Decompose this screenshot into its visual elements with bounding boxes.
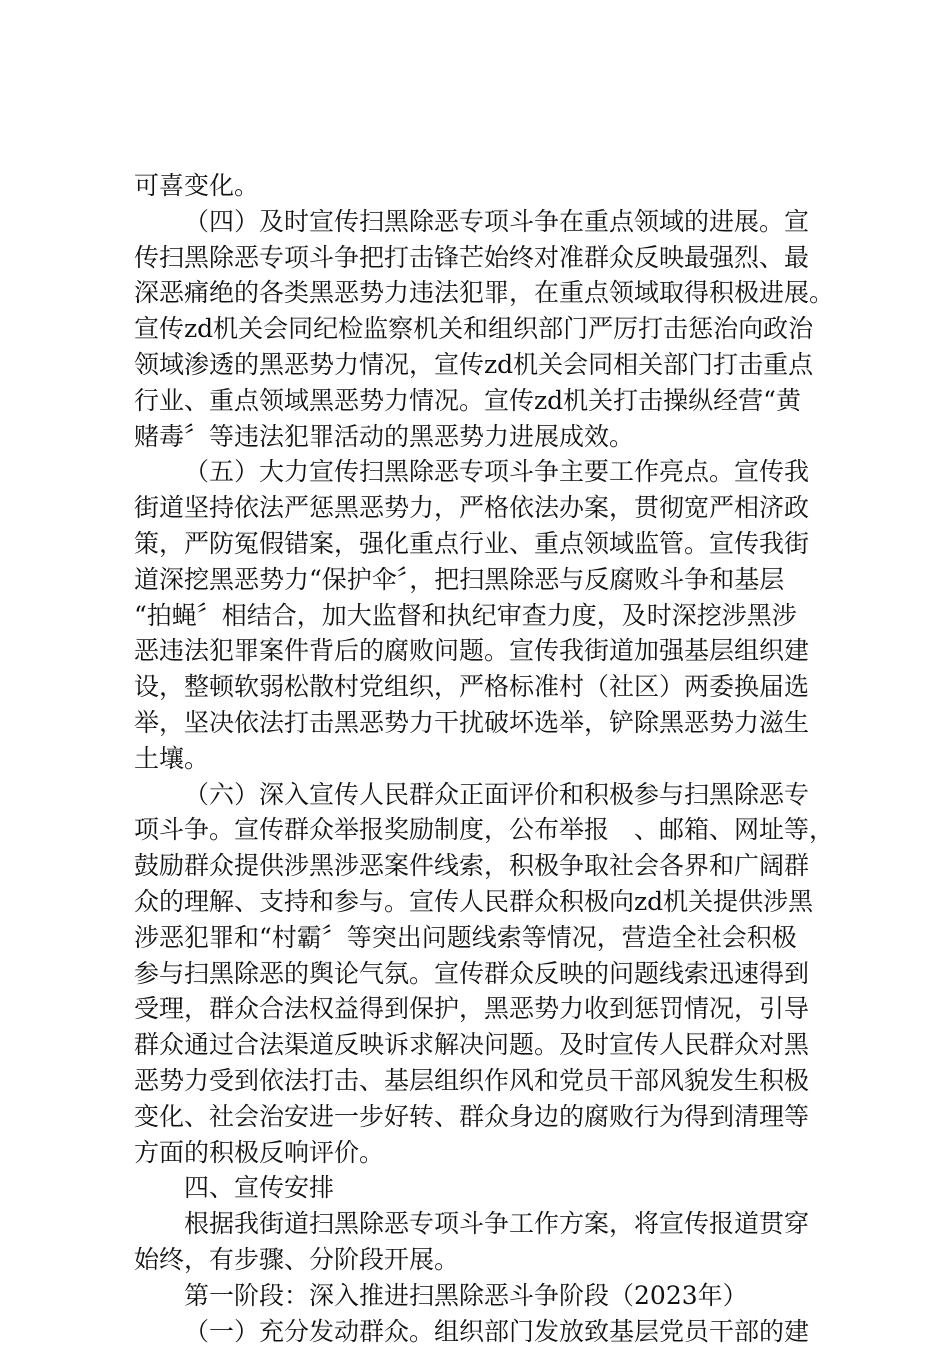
text-line: 街道坚持依法严惩黑恶势力，严格依法办案，贯彻宽严相济政 — [134, 490, 834, 526]
text-line: 涉恶犯罪和“村霸〞等突出问题线索等情况，营造全社会积极 — [134, 920, 834, 956]
text-line: 土壤。 — [134, 741, 834, 777]
text-line: 策，严防冤假错案，强化重点行业、重点领域监管。宣传我街 — [134, 526, 834, 562]
text-line: 举，坚决依法打击黑恶势力干扰破坏选举，铲除黑恶势力滋生 — [134, 705, 834, 741]
document-page — [134, 168, 834, 1349]
text-line: 领域渗透的黑恶势力情况，宣传zd机关会同相关部门打击重点 — [134, 347, 834, 383]
text-line: 根据我街道扫黑除恶专项斗争工作方案，将宣传报道贯穿 — [134, 1206, 834, 1242]
section-heading-line: （五）大力宣传扫黑除恶专项斗争主要工作亮点。宣传我 — [134, 454, 834, 490]
section-heading-line: （一）充分发动群众。组织部门发放致基层党员干部的建 — [134, 1314, 834, 1349]
text-line: 可喜变化。 — [134, 168, 834, 204]
text-line: 始终，有步骤、分阶段开展。 — [134, 1242, 834, 1278]
text-line: “拍蝇〞相结合，加大监督和执纪审查力度，及时深挖涉黑涉 — [134, 598, 834, 634]
section-heading-line: （六）深入宣传人民群众正面评价和积极参与扫黑除恶专 — [134, 777, 834, 813]
text-line: 参与扫黑除恶的舆论气氛。宣传群众反映的问题线索迅速得到 — [134, 956, 834, 992]
text-line: 变化、社会治安进一步好转、群众身边的腐败行为得到清理等 — [134, 1099, 834, 1135]
text-line: 恶势力受到依法打击、基层组织作风和党员干部风貌发生积极 — [134, 1063, 834, 1099]
text-line: 众的理解、支持和参与。宣传人民群众积极向zd机关提供涉黑 — [134, 884, 834, 920]
text-line: 道深挖黑恶势力“保护伞〞，把扫黑除恶与反腐败斗争和基层 — [134, 562, 834, 598]
stage-heading-line: 第一阶段：深入推进扫黑除恶斗争阶段（2023年） — [134, 1278, 834, 1314]
text-line: 传扫黑除恶专项斗争把打击锋芒始终对准群众反映最强烈、最 — [134, 240, 834, 276]
text-line: 设，整顿软弱松散村党组织，严格标准村（社区）两委换届选 — [134, 669, 834, 705]
text-line: 鼓励群众提供涉黑涉恶案件线索，积极争取社会各界和广阔群 — [134, 848, 834, 884]
text-line: 方面的积极反响评价。 — [134, 1135, 834, 1171]
chapter-heading-line: 四、宣传安排 — [134, 1170, 834, 1206]
text-line: 恶违法犯罪案件背后的腐败问题。宣传我街道加强基层组织建 — [134, 633, 834, 669]
text-line: 行业、重点领域黑恶势力情况。宣传zd机关打击操纵经营“黄 — [134, 383, 834, 419]
text-line: 受理，群众合法权益得到保护，黑恶势力收到惩罚情况，引导 — [134, 991, 834, 1027]
section-heading-line: （四）及时宣传扫黑除恶专项斗争在重点领域的进展。宣 — [134, 204, 834, 240]
text-line: 项斗争。宣传群众举报奖励制度，公布举报 、邮箱、网址等， — [134, 812, 834, 848]
text-line: 宣传zd机关会同纪检监察机关和组织部门严厉打击惩治向政治 — [134, 311, 834, 347]
text-line: 深恶痛绝的各类黑恶势力违法犯罪，在重点领域取得积极进展。 — [134, 275, 834, 311]
text-line: 赌毒〞等违法犯罪活动的黑恶势力进展成效。 — [134, 419, 834, 455]
text-line: 群众通过合法渠道反映诉求解决问题。及时宣传人民群众对黑 — [134, 1027, 834, 1063]
